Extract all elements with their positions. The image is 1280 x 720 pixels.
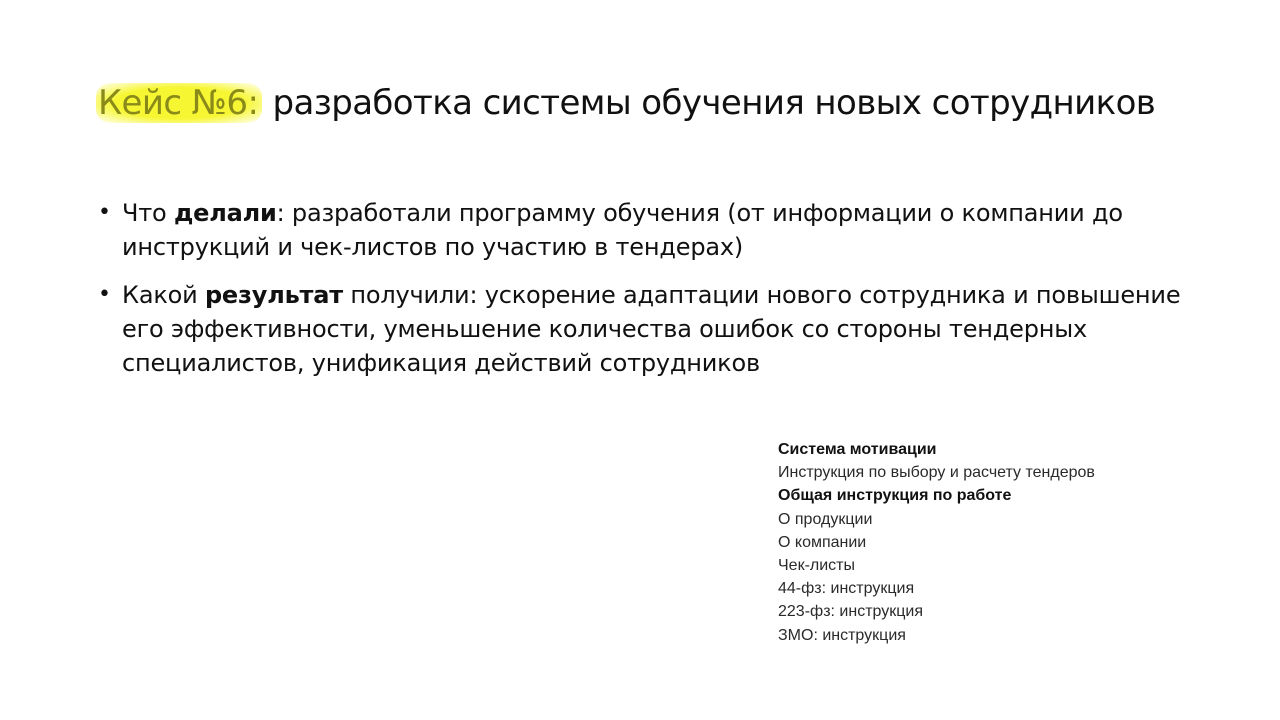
document-item: Общая инструкция по работе — [778, 487, 1012, 505]
document-item: Инструкция по выбору и расчету тендеров — [778, 464, 1095, 482]
title-highlight: Кейс №6: — [96, 83, 262, 123]
bullet-text: : разработали программу обучения (от информации о компании до инструкций и чек-листов по участию в тендерах) — [122, 199, 1123, 261]
bullet-prefix: Что — [122, 199, 174, 227]
bullet-list — [98, 196, 1198, 394]
document-item: О продукции — [778, 510, 873, 528]
bullet-item-result — [98, 278, 1198, 380]
document-item: 223-фз: инструкция — [778, 603, 923, 621]
document-item: О компании — [778, 533, 867, 551]
document-list — [778, 438, 1095, 647]
bullet-bold: делали — [173, 199, 277, 227]
title-text: разработка системы обучения новых сотрудников — [262, 83, 1156, 123]
document-item: Система мотивации — [778, 441, 937, 458]
bullet-dot: • — [98, 282, 111, 307]
bullet-prefix: Какой — [122, 281, 205, 309]
document-item: Чек-листы — [778, 557, 855, 575]
document-item: ЗМО: инструкция — [778, 626, 906, 644]
bullet-text: получили: ускорение адаптации нового сотрудника и повышение его эффективности, уменьшение количества ошибок со стороны тендерных специалистов, унификация действий сотрудников — [122, 281, 1181, 377]
bullet-bold: результат — [204, 281, 343, 309]
slide-title — [98, 80, 1155, 126]
bullet-item-what — [98, 196, 1198, 264]
bullet-dot: • — [98, 200, 111, 225]
document-item: 44-фз: инструкция — [778, 580, 915, 598]
